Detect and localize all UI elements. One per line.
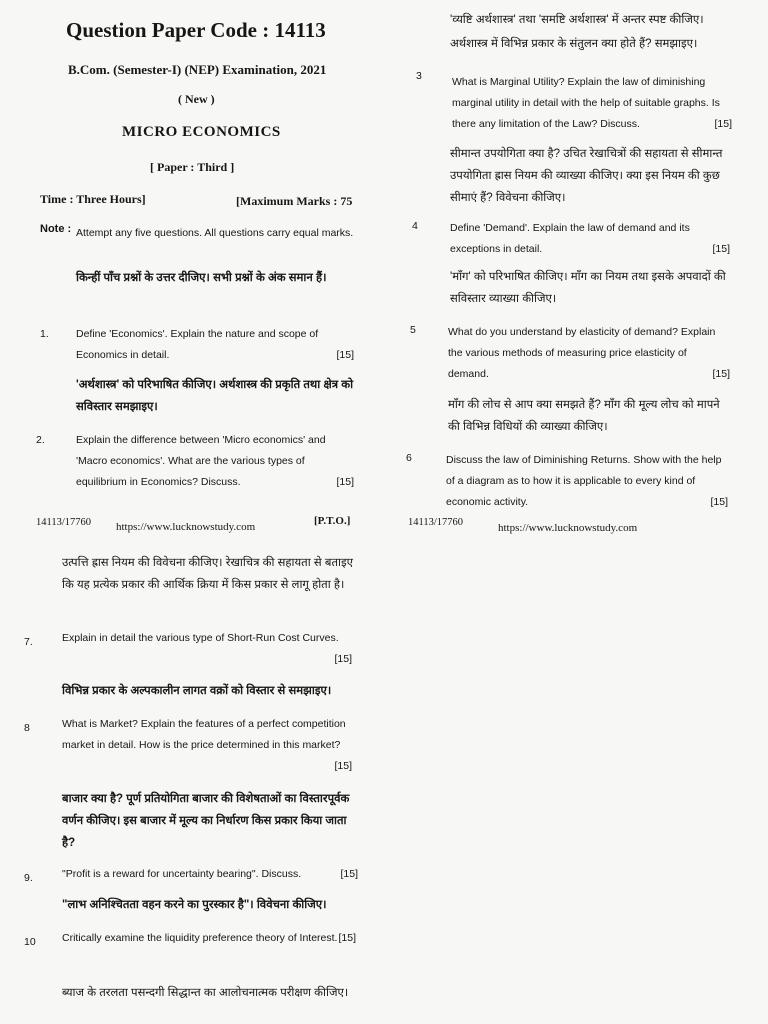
subject-title: MICRO ECONOMICS bbox=[122, 124, 281, 140]
question-text: What do you understand by elasticity of demand? Explain the various methods of measuring price elasticity of demand. [15] bbox=[448, 322, 730, 385]
question-hindi: ब्याज के तरलता पसन्दगी सिद्धान्त का आलोचनात्मक परीक्षण कीजिए। bbox=[62, 987, 349, 999]
question-hindi: बाजार क्या है? पूर्ण प्रतियोगिता बाजार की विशेषताओं का विस्तारपूर्वक वर्णन कीजिए। इस बाजार में मूल्य का निर्धारण किस प्रकार किया जाता है? bbox=[62, 793, 350, 849]
time-label: Time : Three Hours] bbox=[40, 192, 146, 206]
question-hindi: 'व्यष्टि अर्थशास्त्र' तथा 'समष्टि अर्थशास्त्र' में अन्तर स्पष्ट कीजिए। अर्थशास्त्र में विभिन्न प्रकार के संतुलन क्या होते हैं? समझाइए। bbox=[450, 14, 704, 50]
question-marks: [15] bbox=[710, 496, 728, 508]
question-text: Discuss the law of Diminishing Returns. Show with the help of a diagram as to how it is applicable to every kind of economic activity. [15] bbox=[446, 450, 728, 513]
question-marks: [15] bbox=[336, 476, 354, 488]
question-number: 6 bbox=[406, 452, 412, 464]
note-label: Note : bbox=[40, 223, 72, 235]
question-marks: [15] bbox=[712, 243, 730, 255]
max-marks-label: [Maximum Marks : 75 bbox=[236, 194, 353, 208]
question-marks: [15] bbox=[336, 349, 354, 361]
footer-code: 14113/17760 bbox=[36, 517, 92, 528]
exam-name: B.Com. (Semester-I) (NEP) Examination, 2021 bbox=[68, 62, 327, 77]
note-hindi: किन्हीं पाँच प्रश्नों के उत्तर दीजिए। सभी प्रश्नों के अंक समान हैं। bbox=[76, 272, 327, 284]
question-number: 9. bbox=[24, 872, 33, 884]
pto-label: [P.T.O.] bbox=[314, 515, 351, 527]
question-text: What is Marginal Utility? Explain the law of diminishing marginal utility in detail with the help of suitable graphs. Is there any limitation of the Law? Discuss. [15] bbox=[452, 72, 732, 135]
question-hindi: सीमान्त उपयोगिता क्या है? उचित रेखाचित्रों की सहायता से सीमान्त उपयोगिता ह्रास नियम की व्याख्या कीजिए। क्या इस नियम की कुछ सीमाएं हैं? विवेचना कीजिए। bbox=[450, 148, 723, 204]
question-hindi: उत्पत्ति ह्रास नियम की विवेचना कीजिए। रेखाचित्र की सहायता से बताइए कि यह प्रत्येक प्रकार की आर्थिक क्रिया में किस प्रकार से लागू होता है। bbox=[62, 557, 353, 591]
paper-label: [ Paper : Third ] bbox=[150, 160, 235, 174]
question-paper-code: Question Paper Code : 14113 bbox=[66, 18, 326, 42]
question-number: 2. bbox=[36, 434, 45, 446]
question-hindi: "लाभ अनिश्चितता वहन करने का पुरस्कार है"। विवेचना कीजिए। bbox=[62, 899, 327, 911]
question-marks: [15] bbox=[334, 653, 352, 665]
footer-url[interactable]: https://www.lucknowstudy.com bbox=[116, 521, 256, 533]
question-number: 5 bbox=[410, 324, 416, 336]
question-marks: [15] bbox=[714, 118, 732, 130]
question-number: 8 bbox=[24, 722, 30, 734]
note-text: Attempt any five questions. All questions carry equal marks. bbox=[76, 227, 354, 239]
question-number: 3 bbox=[416, 70, 422, 82]
question-number: 1. bbox=[40, 328, 49, 340]
question-text: Define 'Demand'. Explain the law of demand and its exceptions in detail. [15] bbox=[450, 218, 730, 260]
question-text: Explain the difference between 'Micro economics' and 'Macro economics'. What are the various types of equilibrium in Economics? Discuss. [15] bbox=[76, 430, 354, 493]
question-text: "Profit is a reward for uncertainty bearing". Discuss. [15] bbox=[62, 864, 358, 885]
question-hindi: माँग की लोच से आप क्या समझते हैं? माँग की मूल्य लोच को मापने की विभिन्न विधियों की व्याख्या कीजिए। bbox=[448, 399, 720, 433]
question-hindi: 'अर्थशास्त्र' को परिभाषित कीजिए। अर्थशास्त्र की प्रकृति तथा क्षेत्र को सविस्तार समझाइए। bbox=[76, 379, 354, 413]
question-text: Critically examine the liquidity preference theory of Interest. [15] bbox=[62, 928, 356, 949]
question-text: Explain in detail the various type of Short-Run Cost Curves. [15] bbox=[62, 628, 352, 670]
question-number: 7. bbox=[24, 636, 33, 648]
footer-code: 14113/17760 bbox=[408, 517, 464, 528]
question-marks: [15] bbox=[334, 760, 352, 772]
question-number: 4 bbox=[412, 220, 418, 232]
question-text: Define 'Economics'. Explain the nature and scope of Economics in detail. [15] bbox=[76, 324, 354, 366]
new-label: ( New ) bbox=[178, 92, 215, 106]
question-hindi: विभिन्न प्रकार के अल्पकालीन लागत वक्रों को विस्तार से समझाइए। bbox=[62, 685, 332, 697]
question-marks: [15] bbox=[340, 868, 358, 880]
question-number: 10 bbox=[24, 936, 36, 948]
question-marks: [15] bbox=[338, 932, 356, 944]
question-marks: [15] bbox=[712, 368, 730, 380]
question-hindi: 'माँग' को परिभाषित कीजिए। माँग का नियम तथा इसके अपवादों की सविस्तार व्याख्या कीजिए। bbox=[450, 271, 726, 305]
question-text: What is Market? Explain the features of a perfect competition market in detail. How is the price determined in this market? [15] bbox=[62, 714, 352, 777]
footer-url[interactable]: https://www.lucknowstudy.com bbox=[498, 522, 638, 534]
